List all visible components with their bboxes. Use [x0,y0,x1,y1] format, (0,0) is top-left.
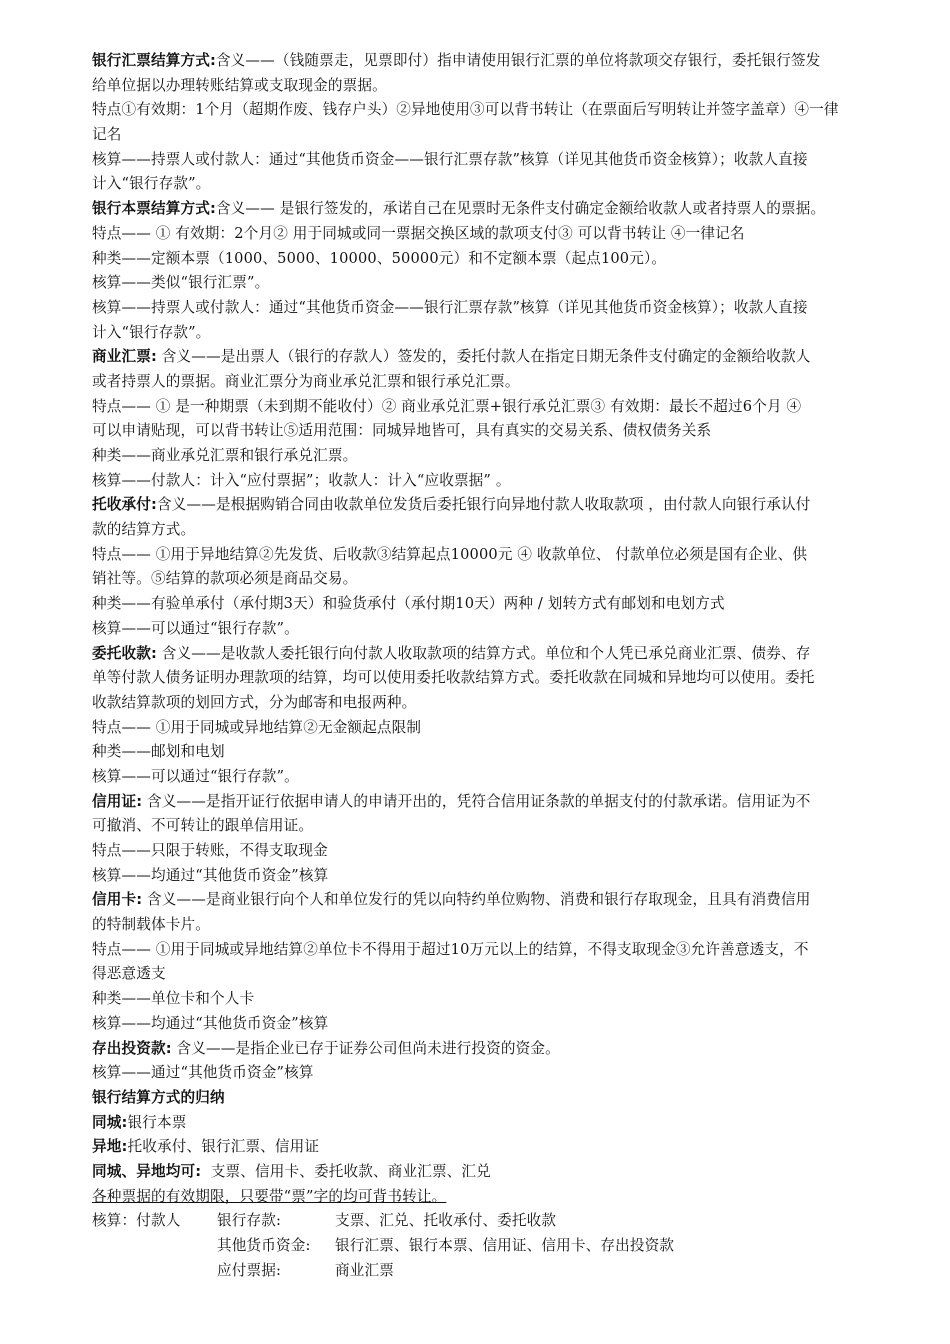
spacer [92,1259,217,1284]
accounting-line: 核算——可以通过“银行存款”。 [92,619,299,637]
text-line: 的特制载体卡片。 [92,916,210,934]
summary-same-city [92,1111,914,1136]
section-letter-of-credit-def [92,790,914,815]
summary-label: 同城: [92,1113,128,1131]
account-name: 银行存款: [217,1212,282,1230]
section-title: 银行汇票结算方式: [92,52,216,69]
definition-text: 含义——是根据购销合同由收款单位发货后委托银行向异地付款人收取款项 ，由付款人向银行承认付 [156,496,811,514]
text-line: 单等付款人债务证明办理款项的结算，均可以使用委托收款结算方式。委托收款在同城和异地均可以使用。委托 [92,669,815,687]
types-line: 种类——有验单承付（承付期3天）和验货承付（承付期10天）两种 / 划转方式有邮划和电划方式 [92,595,725,613]
account-items: 支票、汇兑、托收承付、委托收款 [335,1212,557,1230]
text-line: 或者持票人的票据。商业汇票分为商业承兑汇票和银行承兑汇票。 [92,372,520,390]
section-entrusted-collection-def [92,642,914,667]
accounting-line: 核算——持票人或付款人：通过“其他货币资金——银行汇票存款”核算（详见其他货币资金核算）；收款人直接 [92,150,808,168]
accounting-line: 核算——均通过“其他货币资金”核算 [92,866,329,884]
section-title: 托收承付: [92,496,157,514]
underlined-note: 各种票据的有效期限，只要带“票”字的均可背书转让。 [92,1187,447,1205]
types-line: 种类——单位卡和个人卡 [92,990,255,1008]
section-cashier-check-def [92,197,914,222]
text-line: 给单位据以办理转账结算或支取现金的票据。 [92,76,387,94]
accounting-line: 核算——均通过“其他货币资金”核算 [92,1014,329,1032]
accounting-line: 核算——持票人或付款人：通过“其他货币资金——银行汇票存款”核算（详见其他货币资金核算）；收款人直接 [92,298,808,316]
section-credit-card-def [92,888,914,913]
text-line: 记名 [92,126,122,144]
section-title: 委托收款: [92,644,157,662]
accounting-line: 核算——通过“其他货币资金”核算 [92,1064,314,1082]
text-line: 计入“银行存款”。 [92,175,211,193]
accounting-summary-row [92,1259,914,1284]
accounting-summary-row [92,1234,914,1259]
definition-text: 含义—— 是银行签发的，承诺自己在见票时无条件支付确定金额给收款人或者持票人的票据。 [215,200,826,218]
summary-title: 银行结算方式的归纳 [92,1088,225,1106]
accounting-summary-row [92,1209,914,1234]
types-line: 种类——商业承兑汇票和银行承兑汇票。 [92,447,358,464]
document-page [92,49,914,1283]
types-line: 种类——定额本票（1000、5000、10000、50000元）和不定额本票（起点100元）。 [92,249,667,267]
text-line: 计入“银行存款”。 [92,323,211,341]
definition-text: 含义——是指企业已存于证券公司但尚未进行投资的资金。 [171,1039,560,1057]
summary-remote [92,1135,914,1160]
section-title: 信用证: [92,792,143,810]
accounting-line: 核算——可以通过“银行存款”。 [92,767,299,785]
account-name: 其他货币资金: [217,1237,311,1254]
accounting-line: 核算——类似“银行汇票”。 [92,274,270,292]
text-line: 收款结算款项的划回方式，分为邮寄和电报两种。 [92,693,417,711]
section-title: 存出投资款: [92,1039,172,1057]
summary-value: 银行本票 [127,1113,187,1131]
definition-text: 含义——是商业银行向个人和单位发行的凭以向特约单位购物、消费和银行存取现金，且具有消费信用 [142,891,811,909]
summary-both [92,1160,914,1185]
summary-label: 异地: [92,1138,128,1156]
section-commercial-draft-def [92,345,914,370]
summary-note [92,1185,914,1210]
section-title: 银行本票结算方式: [92,200,216,218]
definition-text: 含义——是收款人委托银行向付款人收取款项的结算方式。单位和个人凭已承兑商业汇票、债券、存 [156,644,811,662]
accounting-label: 核算：付款人 [92,1212,181,1230]
features-line: 特点①有效期：1个月（超期作废、钱存户头）②异地使用③可以背书转让（在票面后写明转让并签字盖章）④一律 [92,101,839,119]
definition-text: 含义——是指开证行依据申请人的申请开出的，凭符合信用证条款的单据支付的付款承诺。信用证为不 [142,792,811,810]
accounting-line: 核算——付款人：计入“应付票据”；收款人：计入“应收票据” 。 [92,471,511,489]
summary-label: 同城、异地均可: [92,1162,202,1180]
text-line: 款的结算方式。 [92,521,196,539]
types-line: 种类——邮划和电划 [92,743,225,761]
section-investment-deposit-def [92,1037,914,1062]
features-line: 特点—— ① 是一种期票（未到期不能收付）② 商业承兑汇票+银行承兑汇票③ 有效期：最长不超过6个月 ④ [92,397,802,415]
summary-value: 托收承付、银行汇票、信用证 [127,1138,320,1156]
section-title: 信用卡: [92,891,143,909]
text-line: 销社等。⑤结算的款项必须是商品交易。 [92,570,358,588]
definition-text: 含义——是出票人（银行的存款人）签发的，委托付款人在指定日期无条件支付确定的金额给收款人 [156,348,811,366]
features-line: 特点—— ① 有效期：2个月② 用于同城或同一票据交换区域的款项支付③ 可以背书转让 ④一律记名 [92,224,745,242]
features-line: 特点—— ①用于同城或异地结算②无金额起点限制 [92,718,422,736]
features-line: 特点—— ①用于同城或异地结算②单位卡不得用于超过10万元以上的结算，不得支取现金③允许善意透支，不 [92,940,809,958]
features-line: 特点——只限于转账，不得支取现金 [92,842,328,859]
text-line: 可以申请贴现，可以背书转让⑤适用范围：同城异地皆可，具有真实的交易关系、债权债务关系 [92,422,712,440]
section-collection-acceptance-def [92,493,914,518]
account-items: 商业汇票 [335,1261,394,1279]
account-items: 银行汇票、银行本票、信用证、信用卡、存出投资款 [335,1237,675,1254]
section-bank-draft-def [92,49,914,74]
definition-text: 含义——（钱随票走，见票即付）指申请使用银行汇票的单位将款项交存银行，委托银行签发 [215,52,821,69]
summary-value: 支票、信用卡、委托收款、商业汇票、汇兑 [201,1162,491,1180]
account-name: 应付票据: [217,1261,282,1279]
text-line: 可撤消、不可转让的跟单信用证。 [92,817,314,835]
text-line: 得恶意透支 [92,965,166,983]
spacer [92,1234,217,1259]
section-title: 商业汇票: [92,348,157,366]
features-line: 特点—— ①用于异地结算②先发货、后收款③结算起点10000元 ④ 收款单位、 付款单位必须是国有企业、供 [92,545,808,563]
